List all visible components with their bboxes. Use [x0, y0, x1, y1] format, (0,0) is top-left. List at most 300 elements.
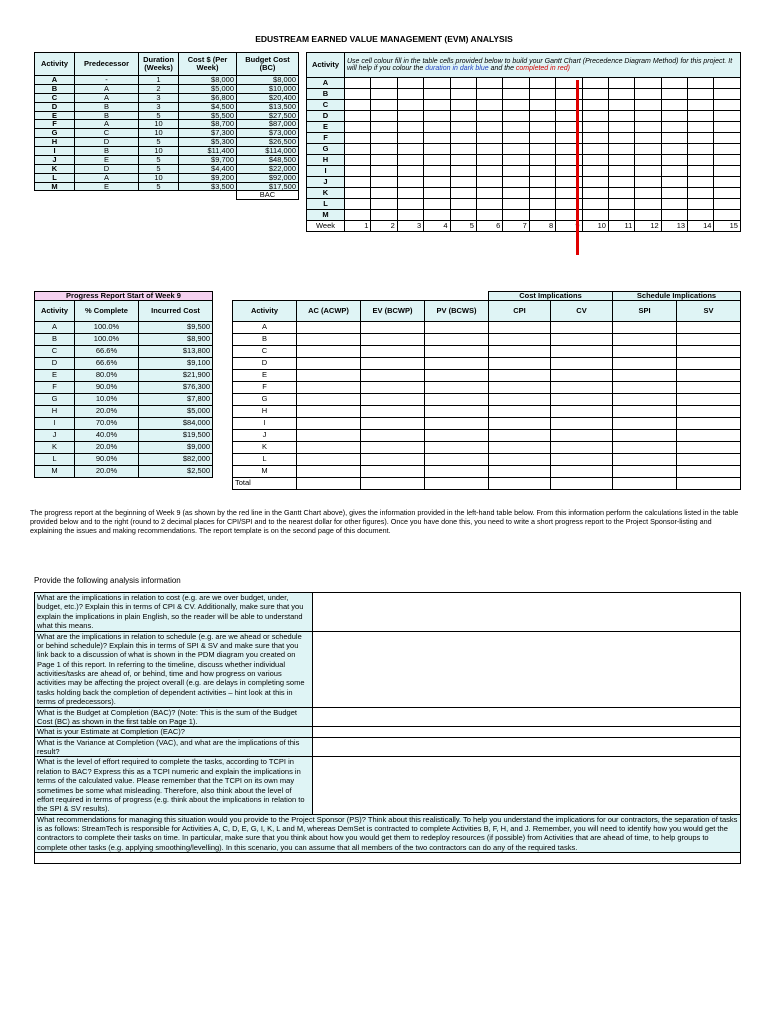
evm-input-cell[interactable]: [551, 393, 613, 405]
gantt-cell[interactable]: [476, 133, 502, 144]
gantt-cell[interactable]: [450, 188, 476, 199]
gantt-cell[interactable]: [450, 100, 476, 111]
answer-cell[interactable]: [313, 631, 741, 707]
evm-input-cell[interactable]: [361, 393, 425, 405]
evm-input-cell[interactable]: [489, 465, 551, 477]
evm-input-cell[interactable]: [613, 441, 677, 453]
answer-cell[interactable]: [313, 707, 741, 727]
evm-input-cell[interactable]: [551, 417, 613, 429]
gantt-cell[interactable]: [529, 210, 555, 221]
gantt-cell[interactable]: [450, 89, 476, 100]
gantt-cell[interactable]: [476, 155, 502, 166]
gantt-cell[interactable]: [529, 188, 555, 199]
gantt-cell[interactable]: [397, 78, 423, 89]
gantt-cell[interactable]: [661, 100, 687, 111]
gantt-cell[interactable]: [397, 133, 423, 144]
gantt-cell[interactable]: [529, 177, 555, 188]
evm-input-cell[interactable]: [361, 369, 425, 381]
evm-input-cell[interactable]: [551, 465, 613, 477]
gantt-cell[interactable]: [503, 199, 529, 210]
gantt-cell[interactable]: [714, 199, 741, 210]
gantt-cell[interactable]: [529, 144, 555, 155]
evm-input-cell[interactable]: [297, 441, 361, 453]
gantt-cell[interactable]: [450, 122, 476, 133]
gantt-cell[interactable]: [397, 122, 423, 133]
gantt-cell[interactable]: [635, 89, 661, 100]
gantt-cell[interactable]: [397, 111, 423, 122]
activity-code: M: [35, 182, 75, 191]
evm-total-cell[interactable]: [677, 477, 741, 489]
gantt-cell[interactable]: [582, 188, 608, 199]
gantt-cell[interactable]: [503, 166, 529, 177]
gantt-cell[interactable]: [424, 188, 450, 199]
gantt-cell[interactable]: [688, 122, 714, 133]
gantt-cell[interactable]: [714, 155, 741, 166]
gantt-cell[interactable]: [635, 166, 661, 177]
gantt-cell[interactable]: [714, 111, 741, 122]
gantt-cell[interactable]: [397, 155, 423, 166]
evm-input-cell[interactable]: [297, 405, 361, 417]
gantt-cell[interactable]: [582, 199, 608, 210]
evm-input-cell[interactable]: [297, 381, 361, 393]
gantt-cell[interactable]: [661, 155, 687, 166]
evm-input-cell[interactable]: [677, 453, 741, 465]
gantt-cell[interactable]: [424, 177, 450, 188]
gantt-cell[interactable]: [661, 89, 687, 100]
evm-input-cell[interactable]: [297, 357, 361, 369]
evm-input-cell[interactable]: [677, 333, 741, 345]
gantt-cell[interactable]: [397, 188, 423, 199]
evm-input-cell[interactable]: [613, 345, 677, 357]
evm-input-cell[interactable]: [297, 345, 361, 357]
gantt-cell[interactable]: [450, 78, 476, 89]
evm-input-cell[interactable]: [489, 417, 551, 429]
gantt-cell[interactable]: [582, 78, 608, 89]
evm-input-cell[interactable]: [361, 465, 425, 477]
gantt-cell[interactable]: [503, 144, 529, 155]
evm-input-cell[interactable]: [613, 453, 677, 465]
evm-input-cell[interactable]: [551, 405, 613, 417]
incurred-cost: $9,500: [139, 321, 213, 333]
evm-input-cell[interactable]: [613, 405, 677, 417]
gantt-cell[interactable]: [635, 155, 661, 166]
gantt-cell[interactable]: [529, 166, 555, 177]
gantt-cell[interactable]: [582, 210, 608, 221]
gantt-cell[interactable]: [582, 144, 608, 155]
gantt-cell[interactable]: [503, 177, 529, 188]
gantt-cell[interactable]: [688, 199, 714, 210]
evm-row: [233, 405, 741, 417]
evm-input-cell[interactable]: [425, 345, 489, 357]
gantt-cell[interactable]: [345, 177, 371, 188]
evm-input-cell[interactable]: [425, 369, 489, 381]
gantt-cell[interactable]: [424, 133, 450, 144]
gantt-cell[interactable]: [371, 177, 397, 188]
gantt-cell[interactable]: [529, 78, 555, 89]
gantt-cell[interactable]: [424, 210, 450, 221]
gantt-cell[interactable]: [688, 177, 714, 188]
gantt-cell[interactable]: [424, 78, 450, 89]
predecessor: C: [75, 129, 139, 138]
gantt-cell[interactable]: [476, 166, 502, 177]
gantt-cell[interactable]: [424, 89, 450, 100]
gantt-cell[interactable]: [608, 166, 634, 177]
gantt-cell[interactable]: [371, 210, 397, 221]
gantt-cell[interactable]: [608, 100, 634, 111]
gantt-cell[interactable]: [582, 177, 608, 188]
evm-total-cell[interactable]: [613, 477, 677, 489]
gantt-cell[interactable]: [688, 111, 714, 122]
evm-input-cell[interactable]: [551, 369, 613, 381]
gantt-cell[interactable]: [635, 100, 661, 111]
recommendation-answer-cell[interactable]: [35, 853, 741, 864]
gantt-cell[interactable]: [582, 122, 608, 133]
evm-input-cell[interactable]: [551, 321, 613, 333]
gantt-cell[interactable]: [529, 122, 555, 133]
evm-input-cell[interactable]: [361, 417, 425, 429]
answer-cell[interactable]: [313, 757, 741, 814]
evm-input-cell[interactable]: [677, 393, 741, 405]
gantt-cell[interactable]: [635, 188, 661, 199]
evm-input-cell[interactable]: [677, 429, 741, 441]
gantt-cell[interactable]: [582, 111, 608, 122]
gantt-cell[interactable]: [371, 111, 397, 122]
gantt-cell[interactable]: [608, 122, 634, 133]
evm-input-cell[interactable]: [361, 381, 425, 393]
gantt-cell[interactable]: [503, 111, 529, 122]
gantt-cell[interactable]: [582, 100, 608, 111]
evm-input-cell[interactable]: [361, 321, 425, 333]
evm-input-cell[interactable]: [297, 453, 361, 465]
gantt-cell[interactable]: [371, 199, 397, 210]
evm-input-cell[interactable]: [297, 333, 361, 345]
evm-input-cell[interactable]: [551, 381, 613, 393]
gantt-cell[interactable]: [661, 177, 687, 188]
evm-input-cell[interactable]: [425, 429, 489, 441]
evm-input-cell[interactable]: [551, 429, 613, 441]
evm-input-cell[interactable]: [677, 345, 741, 357]
gantt-cell[interactable]: [608, 111, 634, 122]
gantt-cell[interactable]: [345, 210, 371, 221]
evm-input-cell[interactable]: [361, 405, 425, 417]
evm-input-cell[interactable]: [361, 453, 425, 465]
gantt-cell[interactable]: [345, 166, 371, 177]
gantt-cell[interactable]: [476, 78, 502, 89]
gantt-cell[interactable]: [476, 144, 502, 155]
gantt-cell[interactable]: [424, 144, 450, 155]
gantt-cell[interactable]: [476, 210, 502, 221]
evm-input-cell[interactable]: [551, 345, 613, 357]
gantt-cell[interactable]: [345, 100, 371, 111]
gantt-cell[interactable]: [661, 199, 687, 210]
evm-input-cell[interactable]: [677, 465, 741, 477]
evm-input-cell[interactable]: [425, 453, 489, 465]
gantt-cell[interactable]: [503, 210, 529, 221]
activity-table: [34, 52, 299, 200]
gantt-cell[interactable]: [476, 122, 502, 133]
gantt-cell[interactable]: [608, 177, 634, 188]
gantt-cell[interactable]: [345, 199, 371, 210]
evm-input-cell[interactable]: [613, 333, 677, 345]
gantt-cell[interactable]: [450, 155, 476, 166]
gantt-cell[interactable]: [661, 188, 687, 199]
gantt-cell[interactable]: [661, 111, 687, 122]
evm-input-cell[interactable]: [425, 417, 489, 429]
gantt-cell[interactable]: [450, 133, 476, 144]
gantt-cell[interactable]: [688, 166, 714, 177]
gantt-cell[interactable]: [424, 100, 450, 111]
evm-input-cell[interactable]: [489, 357, 551, 369]
gantt-cell[interactable]: [476, 100, 502, 111]
evm-input-cell[interactable]: [677, 405, 741, 417]
gantt-cell[interactable]: [424, 155, 450, 166]
gantt-cell[interactable]: [371, 78, 397, 89]
evm-total-cell[interactable]: [489, 477, 551, 489]
evm-input-cell[interactable]: [425, 441, 489, 453]
gantt-cell[interactable]: [450, 111, 476, 122]
gantt-cell[interactable]: [661, 133, 687, 144]
evm-total-cell[interactable]: [297, 477, 361, 489]
gantt-cell[interactable]: [450, 199, 476, 210]
gantt-cell[interactable]: [714, 188, 741, 199]
gantt-cell[interactable]: [688, 78, 714, 89]
gantt-cell[interactable]: [688, 89, 714, 100]
gantt-cell[interactable]: [529, 100, 555, 111]
gantt-cell[interactable]: [661, 122, 687, 133]
gantt-cell[interactable]: [397, 210, 423, 221]
gantt-cell[interactable]: [714, 89, 741, 100]
evm-input-cell[interactable]: [297, 417, 361, 429]
evm-input-cell[interactable]: [677, 381, 741, 393]
week-number: 8: [529, 221, 555, 232]
evm-input-cell[interactable]: [489, 453, 551, 465]
gantt-cell[interactable]: [345, 78, 371, 89]
gantt-cell[interactable]: [371, 122, 397, 133]
gantt-cell[interactable]: [424, 199, 450, 210]
gantt-cell[interactable]: [714, 210, 741, 221]
evm-input-cell[interactable]: [613, 393, 677, 405]
evm-input-cell[interactable]: [361, 429, 425, 441]
evm-input-cell[interactable]: [361, 357, 425, 369]
evm-input-cell[interactable]: [613, 429, 677, 441]
gantt-cell[interactable]: [582, 89, 608, 100]
gantt-cell[interactable]: [608, 89, 634, 100]
evm-input-cell[interactable]: [297, 465, 361, 477]
gantt-cell[interactable]: [608, 133, 634, 144]
gantt-cell[interactable]: [424, 122, 450, 133]
gantt-cell[interactable]: [476, 89, 502, 100]
evm-input-cell[interactable]: [677, 357, 741, 369]
evm-input-cell[interactable]: [489, 429, 551, 441]
gantt-cell[interactable]: [635, 144, 661, 155]
evm-input-cell[interactable]: [551, 357, 613, 369]
gantt-cell[interactable]: [529, 155, 555, 166]
gantt-cell[interactable]: [661, 166, 687, 177]
evm-input-cell[interactable]: [551, 453, 613, 465]
evm-input-cell[interactable]: [551, 333, 613, 345]
gantt-cell[interactable]: [503, 78, 529, 89]
evm-input-cell[interactable]: [425, 381, 489, 393]
gantt-cell[interactable]: [582, 166, 608, 177]
gantt-cell[interactable]: [371, 100, 397, 111]
evm-input-cell[interactable]: [425, 333, 489, 345]
gantt-cell[interactable]: [476, 199, 502, 210]
gantt-cell[interactable]: [714, 100, 741, 111]
gantt-cell[interactable]: [345, 155, 371, 166]
evm-input-cell[interactable]: [613, 417, 677, 429]
activity-row: [35, 120, 299, 129]
gantt-cell[interactable]: [688, 144, 714, 155]
gantt-cell[interactable]: [503, 133, 529, 144]
answer-cell[interactable]: [313, 593, 741, 632]
gantt-cell[interactable]: [503, 188, 529, 199]
evm-input-cell[interactable]: [551, 441, 613, 453]
gantt-cell[interactable]: [688, 155, 714, 166]
gantt-cell[interactable]: [476, 177, 502, 188]
percent-complete: 100.0%: [75, 321, 139, 333]
gantt-cell[interactable]: [397, 199, 423, 210]
gantt-cell[interactable]: [529, 199, 555, 210]
gantt-cell[interactable]: [450, 210, 476, 221]
evm-input-cell[interactable]: [489, 405, 551, 417]
gantt-cell[interactable]: [503, 100, 529, 111]
gantt-cell[interactable]: [714, 177, 741, 188]
evm-input-cell[interactable]: [489, 441, 551, 453]
evm-input-cell[interactable]: [677, 321, 741, 333]
gantt-cell[interactable]: [503, 122, 529, 133]
evm-input-cell[interactable]: [677, 441, 741, 453]
evm-total-cell[interactable]: [551, 477, 613, 489]
gantt-cell[interactable]: [582, 133, 608, 144]
gantt-cell[interactable]: [635, 199, 661, 210]
gantt-cell[interactable]: [371, 133, 397, 144]
evm-input-cell[interactable]: [613, 321, 677, 333]
gantt-cell[interactable]: [635, 111, 661, 122]
gantt-cell[interactable]: [688, 210, 714, 221]
gantt-cell[interactable]: [688, 133, 714, 144]
gantt-cell[interactable]: [714, 144, 741, 155]
evm-input-cell[interactable]: [297, 321, 361, 333]
gantt-cell[interactable]: [608, 78, 634, 89]
evm-input-cell[interactable]: [613, 465, 677, 477]
gantt-cell[interactable]: [450, 144, 476, 155]
evm-input-cell[interactable]: [677, 417, 741, 429]
evm-input-cell[interactable]: [425, 321, 489, 333]
gantt-cell[interactable]: [635, 177, 661, 188]
predecessor: B: [75, 111, 139, 120]
gantt-cell[interactable]: [397, 177, 423, 188]
evm-input-cell[interactable]: [297, 393, 361, 405]
evm-input-cell[interactable]: [613, 357, 677, 369]
answer-cell[interactable]: [313, 737, 741, 757]
gantt-cell[interactable]: [345, 188, 371, 199]
evm-input-cell[interactable]: [425, 405, 489, 417]
gantt-cell[interactable]: [345, 144, 371, 155]
evm-input-cell[interactable]: [677, 369, 741, 381]
gantt-cell[interactable]: [635, 122, 661, 133]
evm-total-cell[interactable]: [425, 477, 489, 489]
gantt-cell[interactable]: [608, 210, 634, 221]
gantt-cell[interactable]: [503, 155, 529, 166]
evm-input-cell[interactable]: [613, 369, 677, 381]
gantt-cell[interactable]: [397, 100, 423, 111]
gantt-cell[interactable]: [714, 133, 741, 144]
gantt-cell[interactable]: [714, 166, 741, 177]
gantt-cell[interactable]: [424, 111, 450, 122]
evm-input-cell[interactable]: [361, 441, 425, 453]
gantt-cell[interactable]: [688, 100, 714, 111]
header-predecessor: Predecessor: [75, 53, 139, 76]
gantt-cell[interactable]: [529, 89, 555, 100]
gantt-cell[interactable]: [503, 89, 529, 100]
gantt-cell[interactable]: [635, 133, 661, 144]
gantt-cell[interactable]: [635, 78, 661, 89]
gantt-cell[interactable]: [529, 111, 555, 122]
gantt-cell[interactable]: [345, 111, 371, 122]
evm-input-cell[interactable]: [489, 345, 551, 357]
gantt-cell[interactable]: [688, 188, 714, 199]
gantt-cell[interactable]: [661, 210, 687, 221]
gantt-cell[interactable]: [371, 155, 397, 166]
gantt-cell[interactable]: [661, 78, 687, 89]
gantt-cell[interactable]: [608, 199, 634, 210]
evm-input-cell[interactable]: [489, 369, 551, 381]
evm-input-cell[interactable]: [425, 357, 489, 369]
gantt-cell[interactable]: [661, 144, 687, 155]
gantt-cell[interactable]: [714, 78, 741, 89]
gantt-cell[interactable]: [635, 210, 661, 221]
gantt-cell[interactable]: [476, 111, 502, 122]
gantt-cell[interactable]: [450, 166, 476, 177]
gantt-cell[interactable]: [371, 166, 397, 177]
gantt-cell[interactable]: [476, 188, 502, 199]
gantt-cell[interactable]: [345, 133, 371, 144]
evm-input-cell[interactable]: [425, 465, 489, 477]
gantt-cell[interactable]: [397, 144, 423, 155]
answer-cell[interactable]: [313, 727, 741, 737]
gantt-cell[interactable]: [345, 89, 371, 100]
gantt-cell[interactable]: [714, 122, 741, 133]
evm-input-cell[interactable]: [489, 381, 551, 393]
evm-input-cell[interactable]: [613, 381, 677, 393]
gantt-cell[interactable]: [397, 89, 423, 100]
gantt-cell[interactable]: [529, 133, 555, 144]
evm-input-cell[interactable]: [361, 345, 425, 357]
gantt-cell[interactable]: [371, 144, 397, 155]
evm-total-cell[interactable]: [361, 477, 425, 489]
gantt-cell[interactable]: [582, 155, 608, 166]
gantt-cell[interactable]: [397, 166, 423, 177]
gantt-cell[interactable]: [608, 144, 634, 155]
gantt-cell[interactable]: [424, 166, 450, 177]
evm-input-cell[interactable]: [361, 333, 425, 345]
evm-input-cell[interactable]: [489, 321, 551, 333]
evm-input-cell[interactable]: [297, 429, 361, 441]
gantt-cell[interactable]: [371, 188, 397, 199]
evm-row: [233, 357, 741, 369]
gantt-cell[interactable]: [608, 188, 634, 199]
progress-activity: J: [35, 429, 75, 441]
evm-input-cell[interactable]: [297, 369, 361, 381]
gantt-cell[interactable]: [345, 122, 371, 133]
budget-cost: $73,000: [237, 129, 299, 138]
evm-input-cell[interactable]: [489, 393, 551, 405]
gantt-cell[interactable]: [608, 155, 634, 166]
evm-input-cell[interactable]: [489, 333, 551, 345]
gantt-cell[interactable]: [371, 89, 397, 100]
gantt-cell[interactable]: [450, 177, 476, 188]
evm-input-cell[interactable]: [425, 393, 489, 405]
